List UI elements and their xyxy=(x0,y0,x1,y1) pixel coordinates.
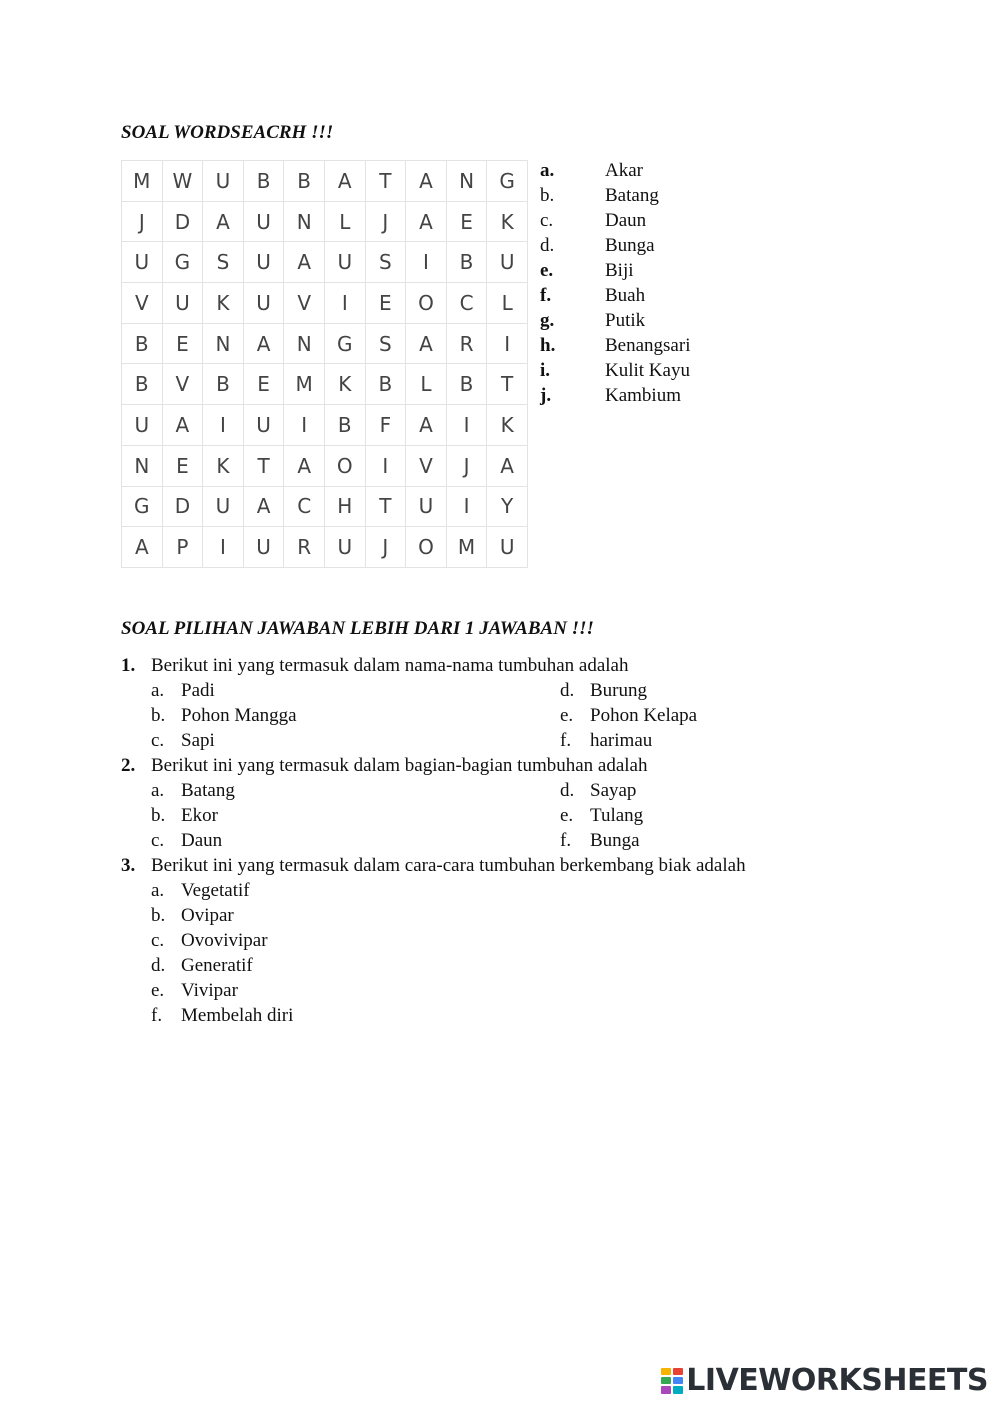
option-text: Padi xyxy=(181,680,215,701)
option-text: Tulang xyxy=(590,805,644,826)
grid-cell: S xyxy=(366,242,407,283)
grid-cell: J xyxy=(122,202,163,243)
word-text: Bunga xyxy=(605,235,655,256)
grid-cell: V xyxy=(284,283,325,324)
option-text: Ekor xyxy=(181,805,218,826)
grid-cell: J xyxy=(366,527,407,568)
grid-cell: A xyxy=(284,242,325,283)
grid-cell: O xyxy=(406,527,447,568)
wordsearch-grid xyxy=(121,160,528,568)
grid-cell: I xyxy=(487,324,528,365)
grid-cell: U xyxy=(122,242,163,283)
grid-cell: G xyxy=(325,324,366,365)
option-letter: f. xyxy=(151,1005,163,1026)
grid-cell: U xyxy=(487,242,528,283)
grid-cell: V xyxy=(122,283,163,324)
grid-cell: N xyxy=(203,324,244,365)
option-letter: c. xyxy=(151,730,165,751)
grid-cell: I xyxy=(447,405,488,446)
grid-cell: G xyxy=(163,242,204,283)
option-text: Vivipar xyxy=(181,980,238,1001)
grid-cell: R xyxy=(284,527,325,568)
grid-cell: A xyxy=(325,161,366,202)
grid-cell: O xyxy=(406,283,447,324)
grid-cell: N xyxy=(447,161,488,202)
option-text: harimau xyxy=(590,730,653,751)
grid-cell: I xyxy=(447,487,488,528)
option-letter: b. xyxy=(151,905,166,926)
grid-cell: J xyxy=(447,446,488,487)
grid-row xyxy=(122,527,528,568)
grid-cell: A xyxy=(163,405,204,446)
word-letter: a. xyxy=(540,160,555,181)
grid-cell: S xyxy=(203,242,244,283)
grid-cell: O xyxy=(325,446,366,487)
word-text: Kulit Kayu xyxy=(605,360,690,381)
logo-square xyxy=(673,1386,683,1393)
grid-cell: R xyxy=(447,324,488,365)
grid-cell: G xyxy=(487,161,528,202)
brand-name: LIVEWORKSHEETS xyxy=(686,1363,988,1398)
question-number: 2. xyxy=(121,755,136,776)
option-letter: e. xyxy=(560,705,574,726)
option-letter: c. xyxy=(151,930,165,951)
grid-cell: J xyxy=(366,202,407,243)
grid-cell: M xyxy=(122,161,163,202)
grid-cell: I xyxy=(325,283,366,324)
grid-cell: D xyxy=(163,487,204,528)
grid-cell: U xyxy=(163,283,204,324)
question-line xyxy=(121,653,901,678)
grid-cell: U xyxy=(325,242,366,283)
grid-cell: I xyxy=(203,405,244,446)
option-letter: b. xyxy=(151,705,166,726)
grid-cell: T xyxy=(487,364,528,405)
word-text: Benangsari xyxy=(605,335,691,356)
grid-cell: B xyxy=(203,364,244,405)
grid-row xyxy=(122,487,528,528)
grid-cell: P xyxy=(163,527,204,568)
word-text: Kambium xyxy=(605,385,681,406)
grid-cell: U xyxy=(406,487,447,528)
option-text: Burung xyxy=(590,680,647,701)
grid-cell: K xyxy=(203,446,244,487)
grid-cell: I xyxy=(366,446,407,487)
grid-cell: W xyxy=(163,161,204,202)
option-letter: d. xyxy=(560,780,575,801)
word-letter: e. xyxy=(540,260,554,281)
question-item xyxy=(121,853,901,1028)
option-text: Pohon Mangga xyxy=(181,705,297,726)
grid-cell: U xyxy=(203,487,244,528)
grid-cell: N xyxy=(284,202,325,243)
grid-cell: V xyxy=(406,446,447,487)
grid-cell: Y xyxy=(487,487,528,528)
grid-cell: U xyxy=(244,527,285,568)
question-number: 3. xyxy=(121,855,136,876)
grid-cell: E xyxy=(244,364,285,405)
grid-cell: D xyxy=(163,202,204,243)
word-letter: f. xyxy=(540,285,552,306)
option-letter: d. xyxy=(560,680,575,701)
grid-cell: L xyxy=(325,202,366,243)
question-line xyxy=(121,753,901,778)
word-text: Biji xyxy=(605,260,634,281)
grid-cell: V xyxy=(163,364,204,405)
word-text: Buah xyxy=(605,285,646,306)
grid-cell: M xyxy=(447,527,488,568)
grid-row xyxy=(122,405,528,446)
word-letter: i. xyxy=(540,360,551,381)
grid-cell: U xyxy=(487,527,528,568)
option-list xyxy=(121,678,901,753)
grid-cell: B xyxy=(325,405,366,446)
grid-cell: L xyxy=(487,283,528,324)
option-text: Pohon Kelapa xyxy=(590,705,698,726)
grid-row xyxy=(122,202,528,243)
grid-cell: A xyxy=(244,487,285,528)
grid-row xyxy=(122,324,528,365)
grid-cell: A xyxy=(203,202,244,243)
grid-cell: E xyxy=(366,283,407,324)
grid-row xyxy=(122,364,528,405)
grid-cell: E xyxy=(163,324,204,365)
grid-cell: I xyxy=(284,405,325,446)
option-text: Membelah diri xyxy=(181,1005,294,1026)
question-text: Berikut ini yang termasuk dalam bagian-bagian tumbuhan adalah xyxy=(151,755,648,776)
grid-cell: A xyxy=(284,446,325,487)
grid-cell: L xyxy=(406,364,447,405)
multiple-choice-title: SOAL PILIHAN JAWABAN LEBIH DARI 1 JAWABAN !!! xyxy=(121,618,594,639)
option-letter: c. xyxy=(151,830,165,851)
logo-square xyxy=(673,1377,683,1384)
option-letter: e. xyxy=(151,980,165,1001)
logo-square xyxy=(661,1377,671,1384)
grid-cell: A xyxy=(406,202,447,243)
option-letter: f. xyxy=(560,730,572,751)
option-text: Sapi xyxy=(181,730,215,751)
grid-cell: K xyxy=(487,405,528,446)
question-text: Berikut ini yang termasuk dalam cara-cara tumbuhan berkembang biak adalah xyxy=(151,855,746,876)
grid-cell: I xyxy=(203,527,244,568)
grid-cell: A xyxy=(244,324,285,365)
question-item xyxy=(121,653,901,753)
word-letter: h. xyxy=(540,335,556,356)
word-letter: c. xyxy=(540,210,554,231)
option-letter: f. xyxy=(560,830,572,851)
grid-cell: B xyxy=(244,161,285,202)
liveworksheets-brand xyxy=(661,1363,988,1398)
option-letter: a. xyxy=(151,680,165,701)
question-item xyxy=(121,753,901,853)
grid-row xyxy=(122,161,528,202)
word-letter: g. xyxy=(540,310,555,331)
grid-cell: B xyxy=(122,364,163,405)
grid-cell: E xyxy=(163,446,204,487)
wordsearch-title: SOAL WORDSEACRH !!! xyxy=(121,122,334,143)
word-text: Daun xyxy=(605,210,647,231)
logo-square xyxy=(661,1368,671,1375)
grid-cell: A xyxy=(406,405,447,446)
word-letter: j. xyxy=(540,385,552,406)
grid-cell: U xyxy=(244,242,285,283)
option-letter: a. xyxy=(151,880,165,901)
grid-cell: T xyxy=(366,487,407,528)
option-letter: d. xyxy=(151,955,166,976)
word-letter: b. xyxy=(540,185,555,206)
option-letter: b. xyxy=(151,805,166,826)
grid-cell: U xyxy=(244,405,285,446)
grid-cell: G xyxy=(122,487,163,528)
grid-cell: M xyxy=(284,364,325,405)
grid-cell: B xyxy=(366,364,407,405)
liveworksheets-logo-icon xyxy=(661,1368,683,1394)
grid-cell: U xyxy=(325,527,366,568)
option-text: Bunga xyxy=(590,830,640,851)
grid-cell: I xyxy=(406,242,447,283)
grid-cell: S xyxy=(366,324,407,365)
word-text: Putik xyxy=(605,310,646,331)
question-text: Berikut ini yang termasuk dalam nama-nama tumbuhan adalah xyxy=(151,655,629,676)
grid-cell: U xyxy=(203,161,244,202)
grid-cell: K xyxy=(487,202,528,243)
grid-cell: U xyxy=(122,405,163,446)
grid-cell: B xyxy=(447,364,488,405)
option-text: Vegetatif xyxy=(181,880,250,901)
logo-square xyxy=(673,1368,683,1375)
question-line xyxy=(121,853,901,878)
word-text: Akar xyxy=(605,160,643,181)
grid-cell: T xyxy=(244,446,285,487)
option-text: Ovovivipar xyxy=(181,930,268,951)
grid-cell: U xyxy=(244,283,285,324)
question-list xyxy=(121,653,901,1028)
option-text: Sayap xyxy=(590,780,637,801)
logo-square xyxy=(661,1386,671,1393)
option-list xyxy=(121,778,901,853)
grid-cell: N xyxy=(284,324,325,365)
grid-cell: A xyxy=(406,324,447,365)
option-text: Generatif xyxy=(181,955,253,976)
grid-cell: K xyxy=(203,283,244,324)
option-letter: e. xyxy=(560,805,574,826)
grid-cell: C xyxy=(447,283,488,324)
grid-cell: H xyxy=(325,487,366,528)
option-text: Daun xyxy=(181,830,223,851)
grid-cell: U xyxy=(244,202,285,243)
word-letter: d. xyxy=(540,235,555,256)
option-text: Ovipar xyxy=(181,905,234,926)
option-text: Batang xyxy=(181,780,235,801)
grid-cell: C xyxy=(284,487,325,528)
grid-cell: A xyxy=(122,527,163,568)
grid-row xyxy=(122,446,528,487)
word-text: Batang xyxy=(605,185,659,206)
option-list xyxy=(121,878,901,1028)
grid-cell: E xyxy=(447,202,488,243)
grid-cell: T xyxy=(366,161,407,202)
grid-cell: K xyxy=(325,364,366,405)
grid-cell: A xyxy=(406,161,447,202)
question-number: 1. xyxy=(121,655,136,676)
grid-cell: B xyxy=(447,242,488,283)
grid-row xyxy=(122,283,528,324)
option-letter: a. xyxy=(151,780,165,801)
grid-cell: B xyxy=(122,324,163,365)
grid-cell: N xyxy=(122,446,163,487)
grid-row xyxy=(122,242,528,283)
grid-cell: A xyxy=(487,446,528,487)
grid-cell: F xyxy=(366,405,407,446)
grid-cell: B xyxy=(284,161,325,202)
